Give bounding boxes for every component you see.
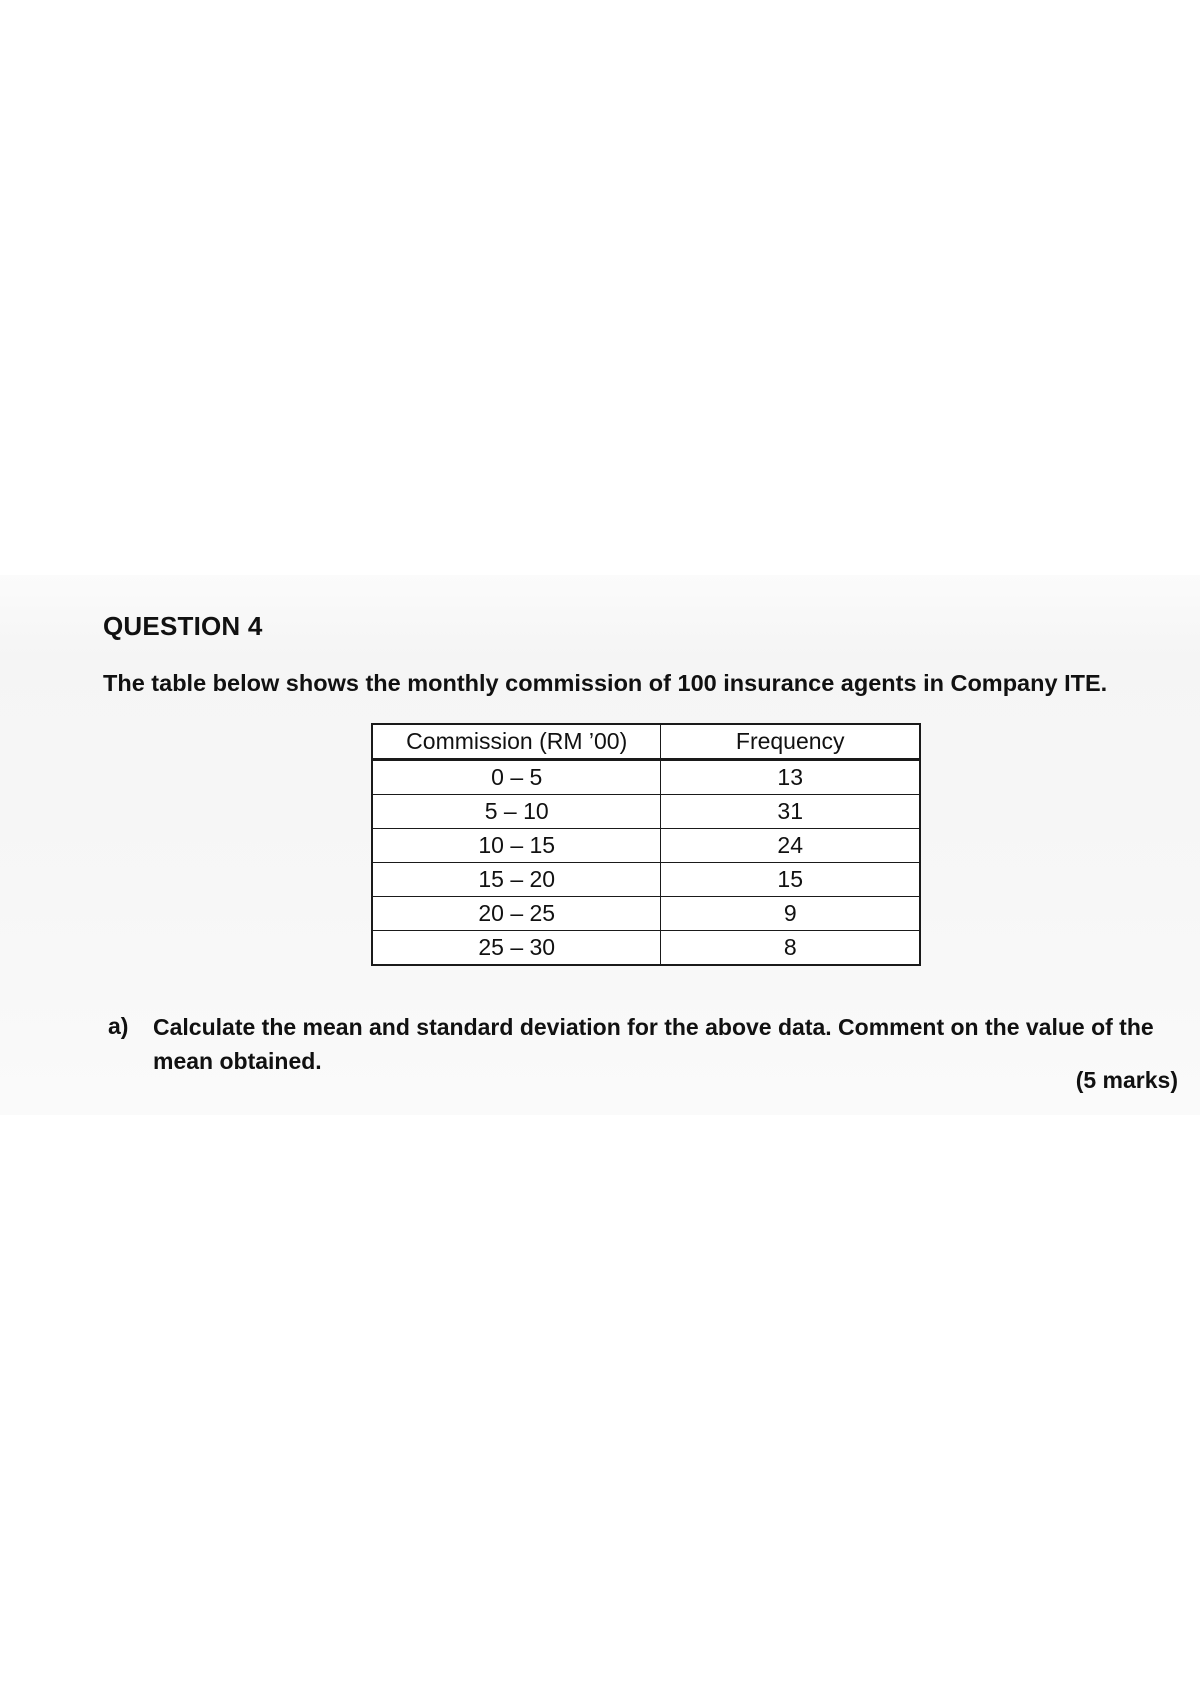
table-row xyxy=(372,760,920,795)
part-a-question: Calculate the mean and standard deviation for the above data. Comment on the value of the mean obtained. xyxy=(153,1014,1154,1074)
question-intro: The table below shows the monthly commission of 100 insurance agents in Company ITE. xyxy=(103,670,1108,696)
frequency-cell: 8 xyxy=(661,931,920,966)
column-header-commission: Commission (RM ’00) xyxy=(372,724,661,760)
column-header-frequency: Frequency xyxy=(661,724,920,760)
commission-cell: 20 – 25 xyxy=(372,897,661,931)
part-a-marks: (5 marks) xyxy=(1075,1067,1178,1093)
table-row xyxy=(372,931,920,966)
commission-cell: 0 – 5 xyxy=(372,760,661,795)
table-header-row xyxy=(372,724,920,760)
commission-cell: 10 – 15 xyxy=(372,829,661,863)
frequency-cell: 31 xyxy=(661,795,920,829)
table-row xyxy=(372,863,920,897)
frequency-cell: 9 xyxy=(661,897,920,931)
frequency-cell: 15 xyxy=(661,863,920,897)
commission-cell: 25 – 30 xyxy=(372,931,661,966)
commission-cell: 15 – 20 xyxy=(372,863,661,897)
table-row xyxy=(372,829,920,863)
frequency-cell: 24 xyxy=(661,829,920,863)
question-title: QUESTION 4 xyxy=(103,611,263,641)
table-row xyxy=(372,795,920,829)
commission-cell: 5 – 10 xyxy=(372,795,661,829)
frequency-cell: 13 xyxy=(661,760,920,795)
part-a-label: a) xyxy=(108,1013,129,1039)
table-row xyxy=(372,897,920,931)
frequency-table xyxy=(371,723,921,966)
